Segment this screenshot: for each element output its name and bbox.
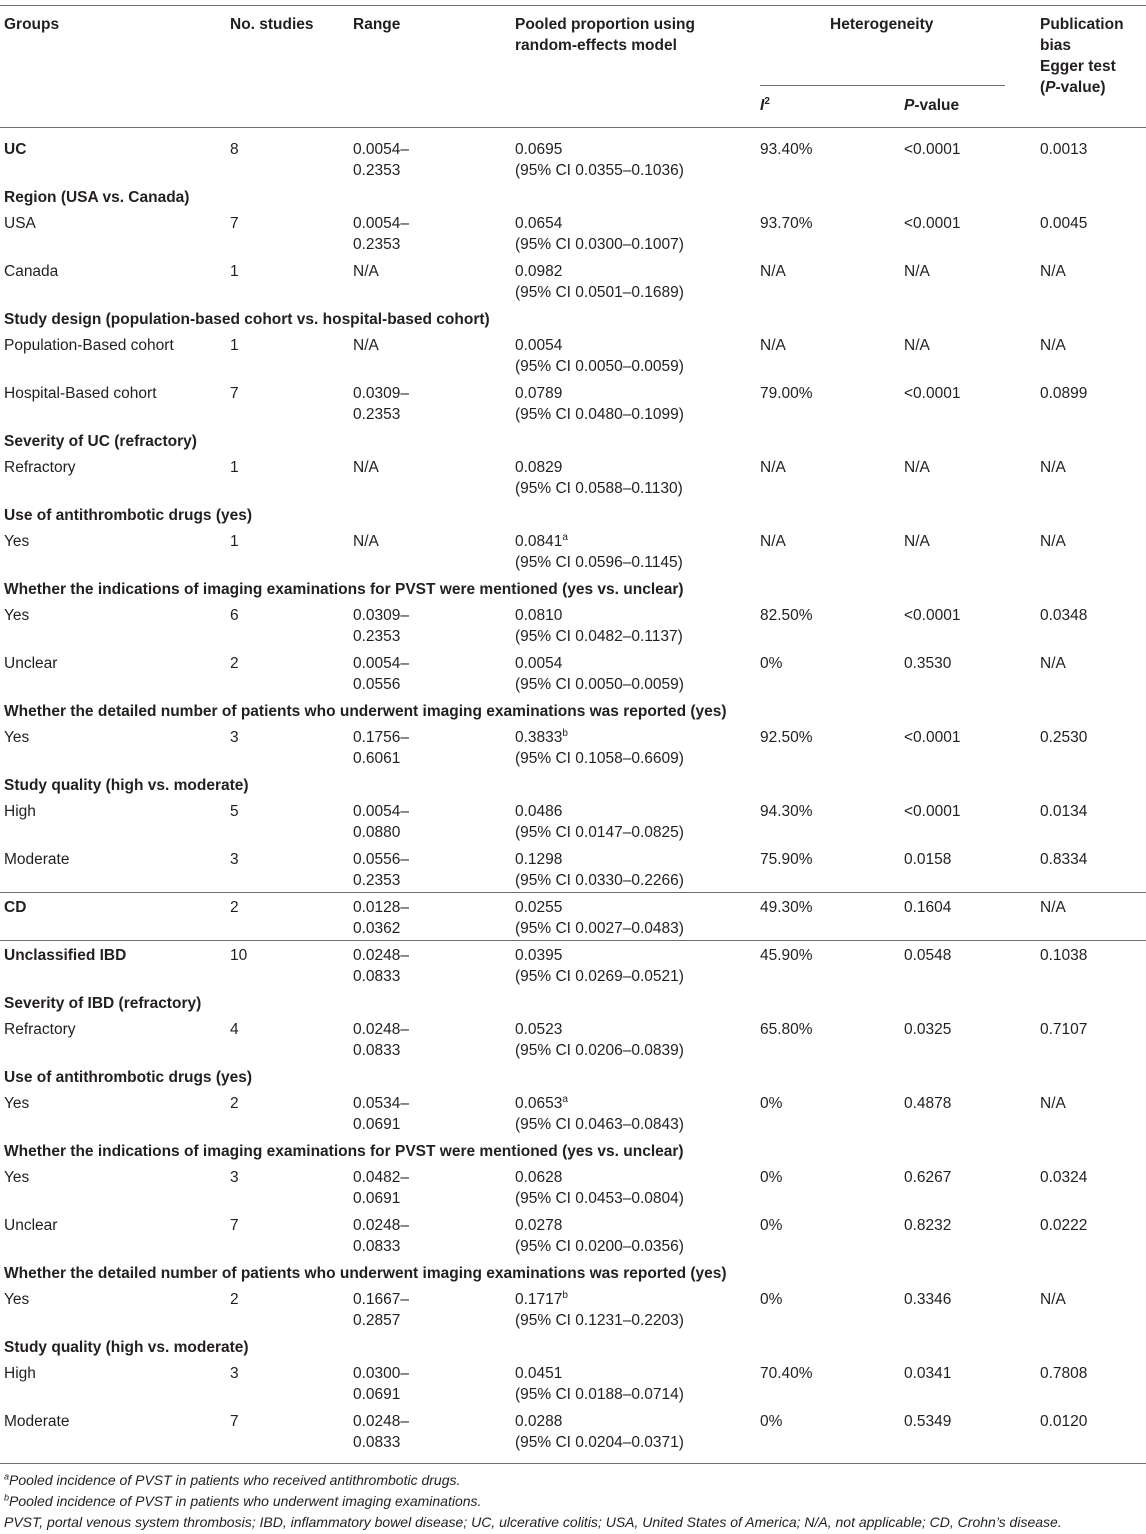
i2-value: 79.00% bbox=[760, 385, 813, 402]
range-end: 0.0833 bbox=[353, 968, 401, 985]
col-header-publication: Publication bbox=[1040, 16, 1124, 33]
confidence-interval: (95% CI 0.0355–0.1036) bbox=[515, 162, 684, 179]
range-start: 0.0248– bbox=[353, 1413, 410, 1430]
i2-value: N/A bbox=[760, 459, 786, 476]
pooled-value: 0.0628 bbox=[515, 1169, 563, 1186]
pooled-value: 0.0982 bbox=[515, 263, 563, 280]
group-label: Yes bbox=[4, 533, 30, 550]
confidence-interval: (95% CI 0.0330–0.2266) bbox=[515, 872, 684, 889]
col-header-pvalue: P-value bbox=[904, 97, 960, 114]
footnote-mark: a bbox=[562, 1093, 568, 1105]
pooled-proportion bbox=[515, 1363, 562, 1384]
footnote-mark: b bbox=[562, 1289, 568, 1301]
pooled-value: 0.0653 bbox=[515, 1095, 563, 1112]
heterogeneity-pvalue: <0.0001 bbox=[904, 385, 961, 402]
confidence-interval: (95% CI 0.0206–0.0839) bbox=[515, 1042, 684, 1059]
i2-value: N/A bbox=[760, 337, 786, 354]
heterogeneity-pvalue: 0.3346 bbox=[904, 1291, 952, 1308]
col-header-egger: Egger test bbox=[1040, 58, 1116, 75]
studies-count: 1 bbox=[230, 533, 239, 550]
studies-count: 7 bbox=[230, 385, 239, 402]
range-end: 0.0691 bbox=[353, 1116, 401, 1133]
egger-pvalue: 0.2530 bbox=[1040, 729, 1088, 746]
egger-pvalue: N/A bbox=[1040, 899, 1066, 916]
group-label: Hospital-Based cohort bbox=[4, 385, 157, 402]
footnote-abbreviations: PVST, portal venous system thrombosis; IBD, inflammatory bowel disease; UC, ulcerative colitis; USA, United States of America; N/A, not applicable; CD, Crohn’s disease. bbox=[4, 1514, 1062, 1530]
i2-value: 45.90% bbox=[760, 947, 813, 964]
i2-value: 82.50% bbox=[760, 607, 813, 624]
confidence-interval: (95% CI 0.1058–0.6609) bbox=[515, 750, 684, 767]
egger-pvalue: N/A bbox=[1040, 655, 1066, 672]
heterogeneity-rule bbox=[760, 85, 1005, 86]
group-label: Unclear bbox=[4, 655, 58, 672]
studies-count: 7 bbox=[230, 1217, 239, 1234]
i2-value: 0% bbox=[760, 1095, 783, 1112]
confidence-interval: (95% CI 0.0453–0.0804) bbox=[515, 1190, 684, 1207]
studies-count: 2 bbox=[230, 899, 239, 916]
confidence-interval: (95% CI 0.0147–0.0825) bbox=[515, 824, 684, 841]
group-label: High bbox=[4, 1365, 36, 1382]
col-header-pooled-line1: Pooled proportion using bbox=[515, 16, 695, 33]
section-heading: Whether the indications of imaging examinations for PVST were mentioned (yes vs. unclear) bbox=[4, 1143, 684, 1160]
group-label: Yes bbox=[4, 1095, 30, 1112]
pooled-proportion bbox=[515, 1289, 568, 1310]
pooled-value: 0.0288 bbox=[515, 1413, 563, 1430]
egger-pvalue: 0.1038 bbox=[1040, 947, 1088, 964]
i2-value: 65.80% bbox=[760, 1021, 813, 1038]
heterogeneity-pvalue: 0.4878 bbox=[904, 1095, 952, 1112]
table-bottom-rule bbox=[0, 1463, 1146, 1464]
confidence-interval: (95% CI 0.0200–0.0356) bbox=[515, 1238, 684, 1255]
heterogeneity-pvalue: N/A bbox=[904, 459, 930, 476]
range-start: 0.0054– bbox=[353, 141, 410, 158]
range-start: N/A bbox=[353, 533, 379, 550]
heterogeneity-pvalue: 0.0341 bbox=[904, 1365, 952, 1382]
pooled-value: 0.0278 bbox=[515, 1217, 563, 1234]
confidence-interval: (95% CI 0.0596–0.1145) bbox=[515, 554, 683, 571]
pooled-value: 0.0695 bbox=[515, 141, 563, 158]
range-end: 0.2353 bbox=[353, 236, 401, 253]
pooled-value: 0.0255 bbox=[515, 899, 563, 916]
egger-pvalue: N/A bbox=[1040, 533, 1066, 550]
pooled-proportion bbox=[515, 849, 562, 870]
confidence-interval: (95% CI 0.0482–0.1137) bbox=[515, 628, 683, 645]
range-start: 0.0054– bbox=[353, 215, 410, 232]
range-start: N/A bbox=[353, 459, 379, 476]
confidence-interval: (95% CI 0.0300–0.1007) bbox=[515, 236, 684, 253]
table-top-rule bbox=[0, 5, 1146, 6]
egger-pvalue: N/A bbox=[1040, 1095, 1066, 1112]
confidence-interval: (95% CI 0.0188–0.0714) bbox=[515, 1386, 684, 1403]
pooled-value: 0.0654 bbox=[515, 215, 563, 232]
i2-value: 93.40% bbox=[760, 141, 813, 158]
range-start: 0.0300– bbox=[353, 1365, 410, 1382]
pooled-proportion bbox=[515, 261, 562, 282]
pooled-proportion bbox=[515, 139, 562, 160]
range-start: 0.0556– bbox=[353, 851, 410, 868]
section-heading: Severity of IBD (refractory) bbox=[4, 995, 202, 1012]
heterogeneity-pvalue: N/A bbox=[904, 533, 930, 550]
egger-pvalue: N/A bbox=[1040, 337, 1066, 354]
heterogeneity-pvalue: <0.0001 bbox=[904, 607, 961, 624]
studies-count: 3 bbox=[230, 1169, 239, 1186]
table-header-rule bbox=[0, 127, 1146, 128]
studies-count: 3 bbox=[230, 1365, 239, 1382]
pooled-proportion bbox=[515, 897, 562, 918]
section-heading: Whether the detailed number of patients who underwent imaging examinations was reported (yes) bbox=[4, 1265, 727, 1282]
studies-count: 10 bbox=[230, 947, 248, 964]
range-end: 0.0362 bbox=[353, 920, 401, 937]
group-label: Refractory bbox=[4, 459, 76, 476]
range-start: 0.1756– bbox=[353, 729, 410, 746]
i2-value: 75.90% bbox=[760, 851, 813, 868]
range-start: 0.0054– bbox=[353, 803, 410, 820]
range-end: 0.2353 bbox=[353, 406, 401, 423]
confidence-interval: (95% CI 0.0501–0.1689) bbox=[515, 284, 684, 301]
group-label: Population-Based cohort bbox=[4, 337, 174, 354]
studies-count: 3 bbox=[230, 729, 239, 746]
pooled-proportion bbox=[515, 605, 562, 626]
egger-pvalue: N/A bbox=[1040, 1291, 1066, 1308]
confidence-interval: (95% CI 0.0027–0.0483) bbox=[515, 920, 684, 937]
section-heading: Use of antithrombotic drugs (yes) bbox=[4, 507, 253, 524]
i2-value: 49.30% bbox=[760, 899, 813, 916]
heterogeneity-pvalue: 0.1604 bbox=[904, 899, 952, 916]
i2-value: 94.30% bbox=[760, 803, 813, 820]
section-heading: Study design (population-based cohort vs. hospital-based cohort) bbox=[4, 311, 490, 328]
group-divider bbox=[0, 940, 1146, 941]
pooled-proportion bbox=[515, 653, 562, 674]
studies-count: 1 bbox=[230, 263, 239, 280]
range-end: 0.0833 bbox=[353, 1434, 401, 1451]
pooled-proportion bbox=[515, 383, 562, 404]
range-start: 0.0482– bbox=[353, 1169, 410, 1186]
pooled-value: 0.1298 bbox=[515, 851, 563, 868]
range-end: 0.2353 bbox=[353, 162, 401, 179]
pooled-value: 0.0054 bbox=[515, 337, 563, 354]
heterogeneity-pvalue: N/A bbox=[904, 337, 930, 354]
confidence-interval: (95% CI 0.0269–0.0521) bbox=[515, 968, 684, 985]
studies-count: 6 bbox=[230, 607, 239, 624]
range-start: 0.0248– bbox=[353, 947, 410, 964]
pooled-proportion bbox=[515, 1411, 562, 1432]
range-start: N/A bbox=[353, 263, 379, 280]
col-header-bias: bias bbox=[1040, 37, 1072, 54]
pooled-value: 0.0486 bbox=[515, 803, 563, 820]
group-label: Unclassified IBD bbox=[4, 947, 127, 964]
group-label: USA bbox=[4, 215, 36, 232]
section-heading: Use of antithrombotic drugs (yes) bbox=[4, 1069, 253, 1086]
group-label: Moderate bbox=[4, 851, 70, 868]
studies-count: 5 bbox=[230, 803, 239, 820]
range-start: 0.1667– bbox=[353, 1291, 410, 1308]
range-end: 0.2857 bbox=[353, 1312, 401, 1329]
range-start: 0.0309– bbox=[353, 385, 410, 402]
confidence-interval: (95% CI 0.0588–0.1130) bbox=[515, 480, 683, 497]
range-start: 0.0248– bbox=[353, 1217, 410, 1234]
range-start: 0.0534– bbox=[353, 1095, 410, 1112]
egger-pvalue: 0.0899 bbox=[1040, 385, 1088, 402]
pooled-proportion bbox=[515, 1215, 562, 1236]
footnote-mark: a bbox=[562, 531, 568, 543]
section-heading: Study quality (high vs. moderate) bbox=[4, 777, 249, 794]
pooled-value: 0.0789 bbox=[515, 385, 563, 402]
section-heading: Whether the detailed number of patients who underwent imaging examinations was reported (yes) bbox=[4, 703, 727, 720]
egger-pvalue: 0.8334 bbox=[1040, 851, 1088, 868]
footnote-mark: b bbox=[562, 727, 568, 739]
col-header-heterogeneity: Heterogeneity bbox=[830, 16, 934, 33]
group-label: Yes bbox=[4, 729, 30, 746]
pooled-value: 0.0523 bbox=[515, 1021, 563, 1038]
i2-value: N/A bbox=[760, 263, 786, 280]
group-label: Yes bbox=[4, 1169, 30, 1186]
col-header-groups: Groups bbox=[4, 16, 60, 33]
range-end: 0.0691 bbox=[353, 1386, 401, 1403]
heterogeneity-pvalue: 0.5349 bbox=[904, 1413, 952, 1430]
i2-value: 0% bbox=[760, 1413, 783, 1430]
i2-value: 70.40% bbox=[760, 1365, 813, 1382]
egger-pvalue: 0.0013 bbox=[1040, 141, 1088, 158]
col-header-i2: $I^2$ bbox=[760, 95, 770, 114]
confidence-interval: (95% CI 0.0463–0.0843) bbox=[515, 1116, 684, 1133]
studies-count: 2 bbox=[230, 1095, 239, 1112]
group-label: Refractory bbox=[4, 1021, 76, 1038]
studies-count: 2 bbox=[230, 655, 239, 672]
col-header-pooled-line2: random-effects model bbox=[515, 37, 677, 54]
pooled-proportion bbox=[515, 801, 562, 822]
range-end: 0.6061 bbox=[353, 750, 401, 767]
range-end: 0.0833 bbox=[353, 1042, 401, 1059]
range-end: 0.2353 bbox=[353, 628, 401, 645]
egger-pvalue: 0.0324 bbox=[1040, 1169, 1088, 1186]
confidence-interval: (95% CI 0.0050–0.0059) bbox=[515, 358, 684, 375]
pooled-proportion bbox=[515, 1019, 562, 1040]
section-heading: Severity of UC (refractory) bbox=[4, 433, 197, 450]
i2-value: 0% bbox=[760, 655, 783, 672]
pooled-proportion bbox=[515, 945, 562, 966]
range-end: 0.0833 bbox=[353, 1238, 401, 1255]
heterogeneity-pvalue: <0.0001 bbox=[904, 141, 961, 158]
pooled-value: 0.0810 bbox=[515, 607, 563, 624]
egger-pvalue: 0.0222 bbox=[1040, 1217, 1088, 1234]
heterogeneity-pvalue: <0.0001 bbox=[904, 729, 961, 746]
range-start: 0.0128– bbox=[353, 899, 410, 916]
pooled-proportion bbox=[515, 213, 562, 234]
col-header-egger-pvalue: (P-value) bbox=[1040, 79, 1106, 96]
studies-count: 4 bbox=[230, 1021, 239, 1038]
i2-value: 0% bbox=[760, 1291, 783, 1308]
pooled-value: 0.1717 bbox=[515, 1291, 563, 1308]
range-start: 0.0054– bbox=[353, 655, 410, 672]
range-end: 0.0691 bbox=[353, 1190, 401, 1207]
footnote-b: $^b$Pooled incidence of PVST in patients who underwent imaging examinations. bbox=[4, 1492, 482, 1509]
i2-value: 93.70% bbox=[760, 215, 813, 232]
pooled-value: 0.0395 bbox=[515, 947, 563, 964]
studies-count: 3 bbox=[230, 851, 239, 868]
i2-value: 0% bbox=[760, 1169, 783, 1186]
heterogeneity-pvalue: 0.8232 bbox=[904, 1217, 952, 1234]
group-label: UC bbox=[4, 141, 27, 158]
heterogeneity-pvalue: 0.0158 bbox=[904, 851, 952, 868]
col-header-no-studies: No. studies bbox=[230, 16, 314, 33]
pooled-proportion bbox=[515, 1167, 562, 1188]
group-label: Canada bbox=[4, 263, 59, 280]
egger-pvalue: 0.0120 bbox=[1040, 1413, 1088, 1430]
footnote-a: $^a$Pooled incidence of PVST in patients who received antithrombotic drugs. bbox=[4, 1471, 461, 1488]
confidence-interval: (95% CI 0.0480–0.1099) bbox=[515, 406, 684, 423]
pooled-value: 0.0829 bbox=[515, 459, 563, 476]
pooled-proportion bbox=[515, 335, 562, 356]
pooled-value: 0.3833 bbox=[515, 729, 563, 746]
egger-pvalue: 0.0045 bbox=[1040, 215, 1088, 232]
section-heading: Study quality (high vs. moderate) bbox=[4, 1339, 249, 1356]
pooled-value: 0.0841 bbox=[515, 533, 563, 550]
studies-count: 8 bbox=[230, 141, 239, 158]
egger-pvalue: 0.0134 bbox=[1040, 803, 1088, 820]
range-end: 0.2353 bbox=[353, 872, 401, 889]
group-label: CD bbox=[4, 899, 27, 916]
egger-pvalue: 0.0348 bbox=[1040, 607, 1088, 624]
studies-count: 1 bbox=[230, 337, 239, 354]
egger-pvalue: 0.7808 bbox=[1040, 1365, 1088, 1382]
range-start: 0.0309– bbox=[353, 607, 410, 624]
pooled-proportion bbox=[515, 1093, 568, 1114]
heterogeneity-pvalue: <0.0001 bbox=[904, 803, 961, 820]
heterogeneity-pvalue: 0.3530 bbox=[904, 655, 952, 672]
confidence-interval: (95% CI 0.1231–0.2203) bbox=[515, 1312, 684, 1329]
group-label: Moderate bbox=[4, 1413, 70, 1430]
studies-count: 1 bbox=[230, 459, 239, 476]
range-start: 0.0248– bbox=[353, 1021, 410, 1038]
section-heading: Whether the indications of imaging examinations for PVST were mentioned (yes vs. unclear) bbox=[4, 581, 684, 598]
group-label: Unclear bbox=[4, 1217, 58, 1234]
heterogeneity-pvalue: 0.6267 bbox=[904, 1169, 952, 1186]
heterogeneity-pvalue: <0.0001 bbox=[904, 215, 961, 232]
range-end: 0.0880 bbox=[353, 824, 401, 841]
col-header-range: Range bbox=[353, 16, 401, 33]
i2-value: 92.50% bbox=[760, 729, 813, 746]
range-end: 0.0556 bbox=[353, 676, 401, 693]
egger-pvalue: 0.7107 bbox=[1040, 1021, 1088, 1038]
egger-pvalue: N/A bbox=[1040, 263, 1066, 280]
confidence-interval: (95% CI 0.0050–0.0059) bbox=[515, 676, 684, 693]
heterogeneity-pvalue: 0.0325 bbox=[904, 1021, 952, 1038]
i2-value: 0% bbox=[760, 1217, 783, 1234]
group-label: Yes bbox=[4, 1291, 30, 1308]
studies-count: 7 bbox=[230, 215, 239, 232]
group-label: Yes bbox=[4, 607, 30, 624]
group-divider bbox=[0, 892, 1146, 893]
section-heading: Region (USA vs. Canada) bbox=[4, 189, 190, 206]
confidence-interval: (95% CI 0.0204–0.0371) bbox=[515, 1434, 684, 1451]
i2-value: N/A bbox=[760, 533, 786, 550]
range-start: N/A bbox=[353, 337, 379, 354]
studies-count: 7 bbox=[230, 1413, 239, 1430]
pooled-proportion bbox=[515, 531, 568, 552]
pooled-value: 0.0054 bbox=[515, 655, 563, 672]
pooled-proportion bbox=[515, 457, 562, 478]
group-label: High bbox=[4, 803, 36, 820]
pooled-value: 0.0451 bbox=[515, 1365, 563, 1382]
egger-pvalue: N/A bbox=[1040, 459, 1066, 476]
heterogeneity-pvalue: 0.0548 bbox=[904, 947, 952, 964]
pooled-proportion bbox=[515, 727, 568, 748]
studies-count: 2 bbox=[230, 1291, 239, 1308]
heterogeneity-pvalue: N/A bbox=[904, 263, 930, 280]
